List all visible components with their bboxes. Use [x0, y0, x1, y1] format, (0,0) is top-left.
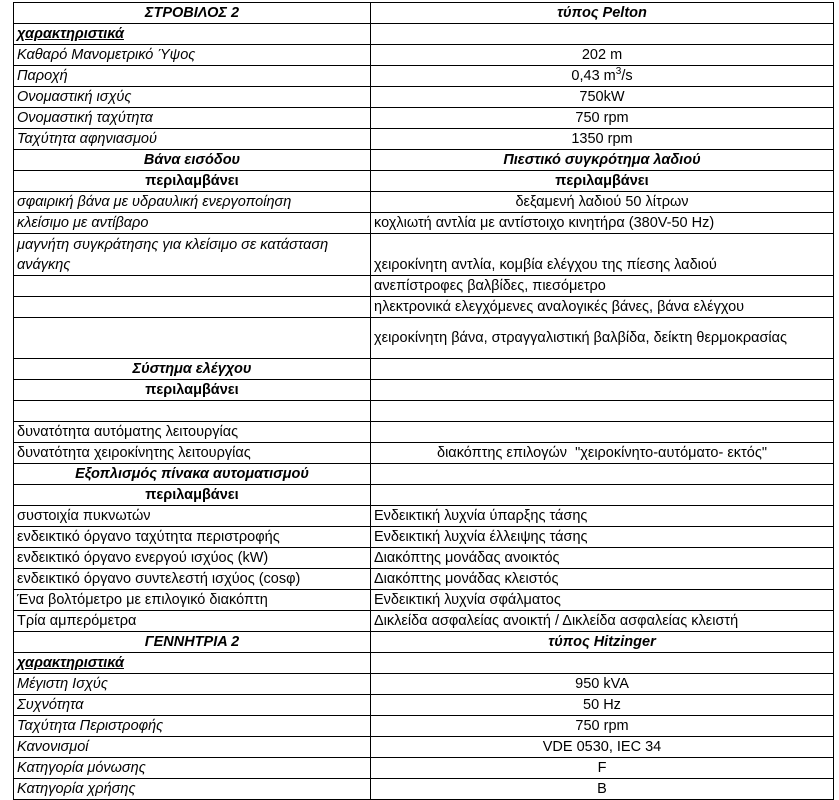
oil-item: κοχλιωτή αντλία με αντίστοιχο κινητήρα (380V-50 Hz)	[371, 213, 834, 234]
oil-unit-title: Πιεστικό συγκρότημα λαδιού	[371, 150, 834, 171]
table-row	[14, 527, 834, 548]
control-item: δυνατότητα αυτόματης λειτουργίας	[14, 422, 371, 443]
spec-label: Κατηγορία χρήσης	[14, 779, 371, 800]
table-row	[14, 590, 834, 611]
empty-cell	[14, 401, 371, 422]
panel-title: Εξοπλισμός πίνακα αυτοματισμού	[14, 464, 371, 485]
spec-value: 50 Hz	[371, 695, 834, 716]
table-row	[14, 150, 834, 171]
spec-value: 950 kVA	[371, 674, 834, 695]
generator-specs-header: χαρακτηριστικά	[14, 653, 371, 674]
generator-title: ΓΕΝΝΗΤΡΙΑ 2	[14, 632, 371, 653]
empty-cell	[371, 485, 834, 506]
table-row	[14, 716, 834, 737]
spec-label: Κανονισμοί	[14, 737, 371, 758]
includes-label: περιλαμβάνει	[14, 171, 371, 192]
oil-item: ηλεκτρονικά ελεγχόμενες αναλογικές βάνες, βάνα ελέγχου	[371, 297, 834, 318]
oil-item: δεξαμενή λαδιού 50 λίτρων	[371, 192, 834, 213]
table-row	[14, 297, 834, 318]
table-row	[14, 548, 834, 569]
panel-item: ενδεικτικό όργανο ταχύτητα περιστροφής	[14, 527, 371, 548]
flow-exponent: 3	[615, 66, 622, 78]
empty-cell	[371, 422, 834, 443]
spec-value: 750 rpm	[371, 108, 834, 129]
table-row	[14, 24, 834, 45]
panel-item: Ενδεικτική λυχνία ύπαρξης τάσης	[371, 506, 834, 527]
panel-item: Διακόπτης μονάδας κλειστός	[371, 569, 834, 590]
empty-cell	[14, 297, 371, 318]
flow-unit: /s	[621, 68, 633, 84]
includes-label: περιλαμβάνει	[14, 485, 371, 506]
empty-cell	[371, 653, 834, 674]
empty-cell	[14, 276, 371, 297]
spec-label: Ταχύτητα Περιστροφής	[14, 716, 371, 737]
empty-cell	[371, 24, 834, 45]
table-row	[14, 695, 834, 716]
table-row	[14, 632, 834, 653]
panel-item: Τρία αμπερόμετρα	[14, 611, 371, 632]
includes-label: περιλαμβάνει	[14, 380, 371, 401]
oil-item: χειροκίνητη αντλία, κομβία ελέγχου της πίεσης λαδιού	[371, 234, 834, 276]
control-title: Σύστημα ελέγχου	[14, 359, 371, 380]
table-row	[14, 485, 834, 506]
empty-cell	[14, 318, 371, 359]
table-row	[14, 318, 834, 359]
empty-cell	[371, 401, 834, 422]
spec-value: 750kW	[371, 87, 834, 108]
spec-value: B	[371, 779, 834, 800]
table-row	[14, 66, 834, 87]
turbine-specs-header: χαρακτηριστικά	[14, 24, 371, 45]
panel-item: Ενδεικτική λυχνία έλλειψης τάσης	[371, 527, 834, 548]
table-row	[14, 464, 834, 485]
empty-cell	[371, 359, 834, 380]
table-row	[14, 443, 834, 464]
panel-item: ενδεικτικό όργανο ενεργού ισχύος (kW)	[14, 548, 371, 569]
table-row	[14, 779, 834, 800]
spec-value-flow	[371, 66, 834, 87]
spec-value: 1350 rpm	[371, 129, 834, 150]
turbine-type: τύπος Pelton	[371, 3, 834, 24]
table-row	[14, 108, 834, 129]
valve-item: μαγνήτη συγκράτησης για κλείσιμο σε κατάσταση ανάγκης	[14, 234, 371, 276]
spec-label: Μέγιστη Ισχύς	[14, 674, 371, 695]
table-row	[14, 87, 834, 108]
spec-label: Συχνότητα	[14, 695, 371, 716]
includes-label: περιλαμβάνει	[371, 171, 834, 192]
spec-label: Παροχή	[14, 66, 371, 87]
table-row	[14, 674, 834, 695]
table-row	[14, 3, 834, 24]
valve-title: Βάνα εισόδου	[14, 150, 371, 171]
empty-cell	[371, 464, 834, 485]
table-row	[14, 422, 834, 443]
spec-table	[13, 2, 834, 800]
table-row	[14, 213, 834, 234]
spec-value: VDE 0530, IEC 34	[371, 737, 834, 758]
table-row	[14, 234, 834, 276]
panel-item: ενδεικτικό όργανο συντελεστή ισχύος (cosφ)	[14, 569, 371, 590]
generator-type: τύπος Hitzinger	[371, 632, 834, 653]
panel-item: συστοιχία πυκνωτών	[14, 506, 371, 527]
spec-label: Ονομαστική ταχύτητα	[14, 108, 371, 129]
table-row	[14, 192, 834, 213]
spec-value: 750 rpm	[371, 716, 834, 737]
empty-cell	[371, 380, 834, 401]
valve-item: κλείσιμο με αντίβαρο	[14, 213, 371, 234]
panel-item: Δικλείδα ασφαλείας ανοικτή / Δικλείδα ασφαλείας κλειστή	[371, 611, 834, 632]
table-row	[14, 359, 834, 380]
panel-item: Ένα βολτόμετρο με επιλογικό διακόπτη	[14, 590, 371, 611]
table-row	[14, 506, 834, 527]
table-row	[14, 129, 834, 150]
panel-item: Ενδεικτική λυχνία σφάλματος	[371, 590, 834, 611]
oil-item: ανεπίστροφες βαλβίδες, πιεσόμετρο	[371, 276, 834, 297]
spec-value: F	[371, 758, 834, 779]
selector-switch: διακόπτης επιλογών "χειροκίνητο-αυτόματο- εκτός"	[371, 443, 834, 464]
oil-item: χειροκίνητη βάνα, στραγγαλιστική βαλβίδα, δείκτη θερμοκρασίας	[371, 318, 834, 359]
table-row	[14, 45, 834, 66]
table-row	[14, 611, 834, 632]
spec-label: Κατηγορία μόνωσης	[14, 758, 371, 779]
spec-value: 202 m	[371, 45, 834, 66]
valve-item: σφαιρική βάνα με υδραυλική ενεργοποίηση	[14, 192, 371, 213]
table-row	[14, 276, 834, 297]
table-row	[14, 380, 834, 401]
table-row	[14, 569, 834, 590]
spec-label: Καθαρό Μανομετρικό Ύψος	[14, 45, 371, 66]
panel-item: Διακόπτης μονάδας ανοικτός	[371, 548, 834, 569]
flow-value: 0,43 m	[571, 68, 616, 84]
turbine-title: ΣΤΡΟΒΙΛΟΣ 2	[14, 3, 371, 24]
control-item: δυνατότητα χειροκίνητης λειτουργίας	[14, 443, 371, 464]
table-row	[14, 737, 834, 758]
table-row	[14, 401, 834, 422]
table-row	[14, 758, 834, 779]
table-row	[14, 171, 834, 192]
spec-label: Ονομαστική ισχύς	[14, 87, 371, 108]
spec-label: Ταχύτητα αφηνιασμού	[14, 129, 371, 150]
table-row	[14, 653, 834, 674]
